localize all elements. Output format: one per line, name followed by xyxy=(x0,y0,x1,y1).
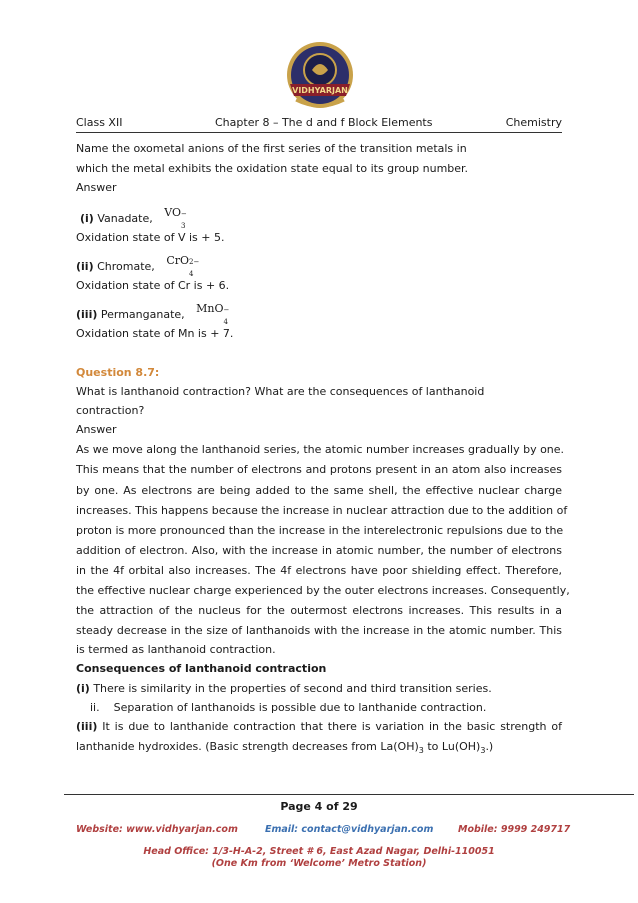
anion-name: Permanganate, xyxy=(100,308,185,321)
header-chapter: Chapter 8 – The d and f Block Elements xyxy=(215,116,433,129)
paragraph-line: in the 4f orbital also increases. The 4f electrons have poor shielding effect. Therefore, xyxy=(76,564,562,577)
footer-metro: (One Km from ‘Welcome’ Metro Station) xyxy=(211,858,427,869)
consequence-3-line-2: lanthanide hydroxides. (Basic strength decreases from $La(OH)_3$ to $Lu(OH)_3$.) xyxy=(76,740,494,756)
consequence-2: ii. Separation of lanthanoids is possible due to lanthanide contraction. xyxy=(90,701,487,714)
footer-email[interactable]: Email: contact@vidhyarjan.com xyxy=(265,824,434,835)
anion-formula: MnO − 4 xyxy=(196,302,230,326)
answer-label: Answer xyxy=(76,181,117,194)
footer-divider xyxy=(64,794,634,795)
anion-chromate xyxy=(76,254,201,278)
paragraph-line: the attraction of the nucleus for the outermost electrons increases. This results in a xyxy=(76,604,562,617)
anion-num: (i) xyxy=(80,212,94,225)
question-text-line-2: which the metal exhibits the oxidation state equal to its group number. xyxy=(76,162,469,175)
question-text-line-1: Name the oxometal anions of the first series of the transition metals in xyxy=(76,142,467,155)
logo-text: VIDHYARJAN xyxy=(292,86,348,95)
footer-office: Head Office: 1/3-H-A-2, Street # 6, East Azad Nagar, Delhi-110051 xyxy=(143,846,495,857)
vidhyarjan-logo xyxy=(282,40,358,114)
paragraph-line: addition of electron. Also, with the increase in atomic number, the number of electrons xyxy=(76,544,562,557)
paragraph-line: the effective nuclear charge experienced by the outer electrons increases. Consequently, xyxy=(76,584,570,597)
oxidation-state-mn: Oxidation state of Mn is + 7. xyxy=(76,327,234,340)
paragraph-line: increases. This happens because the increase in nuclear attraction due to the addition of xyxy=(76,504,568,517)
consequence-3-line-1: (iii) It is due to lanthanide contraction that there is variation in the basic strength of xyxy=(76,720,563,733)
anion-permanganate xyxy=(76,302,234,326)
oxidation-state-cr: Oxidation state of Cr is + 6. xyxy=(76,279,230,292)
page-header xyxy=(76,116,562,130)
question-8-7-line-2: contraction? xyxy=(76,404,145,417)
page-number: Page 4 of 29 xyxy=(280,800,358,813)
paragraph-line: steady decrease in the size of lanthanoids with the increase in the atomic number. This xyxy=(76,624,562,637)
footer-website[interactable]: Website: www.vidhyarjan.com xyxy=(76,824,238,835)
oxidation-state-v: Oxidation state of V is + 5. xyxy=(76,231,225,244)
anion-formula: VO − 3 xyxy=(164,206,187,230)
header-divider xyxy=(76,132,562,133)
anion-num: (iii) xyxy=(76,308,98,321)
anion-name: Vanadate, xyxy=(97,212,153,225)
paragraph-last-line: is termed as lanthanoid contraction. xyxy=(76,643,276,656)
paragraph-line: by one. As electrons are being added to the same shell, the effective nuclear charge xyxy=(76,484,562,497)
paragraph-line: proton is more pronounced than the increase in the interelectronic repulsions due to the xyxy=(76,524,564,537)
consequences-heading: Consequences of lanthanoid contraction xyxy=(76,662,327,675)
anion-formula: CrO 2− 4 xyxy=(166,254,200,278)
paragraph-line: This means that the number of electrons and protons present in an atom also increases xyxy=(76,463,562,476)
anion-num: (ii) xyxy=(76,260,94,273)
question-8-7-label: Question 8.7: xyxy=(76,366,160,379)
footer-mobile: Mobile: 9999 249717 xyxy=(458,824,571,835)
anion-name: Chromate, xyxy=(97,260,155,273)
header-class: Class XII xyxy=(76,116,123,129)
header-subject: Chemistry xyxy=(505,116,562,129)
anion-vanadate xyxy=(80,206,191,230)
question-8-7-line-1: What is lanthanoid contraction? What are the consequences of lanthanoid xyxy=(76,385,485,398)
consequence-1: (i) There is similarity in the properties of second and third transition series. xyxy=(76,682,492,695)
paragraph-line: As we move along the lanthanoid series, the atomic number increases gradually by one. xyxy=(76,443,565,456)
answer-label: Answer xyxy=(76,423,117,436)
